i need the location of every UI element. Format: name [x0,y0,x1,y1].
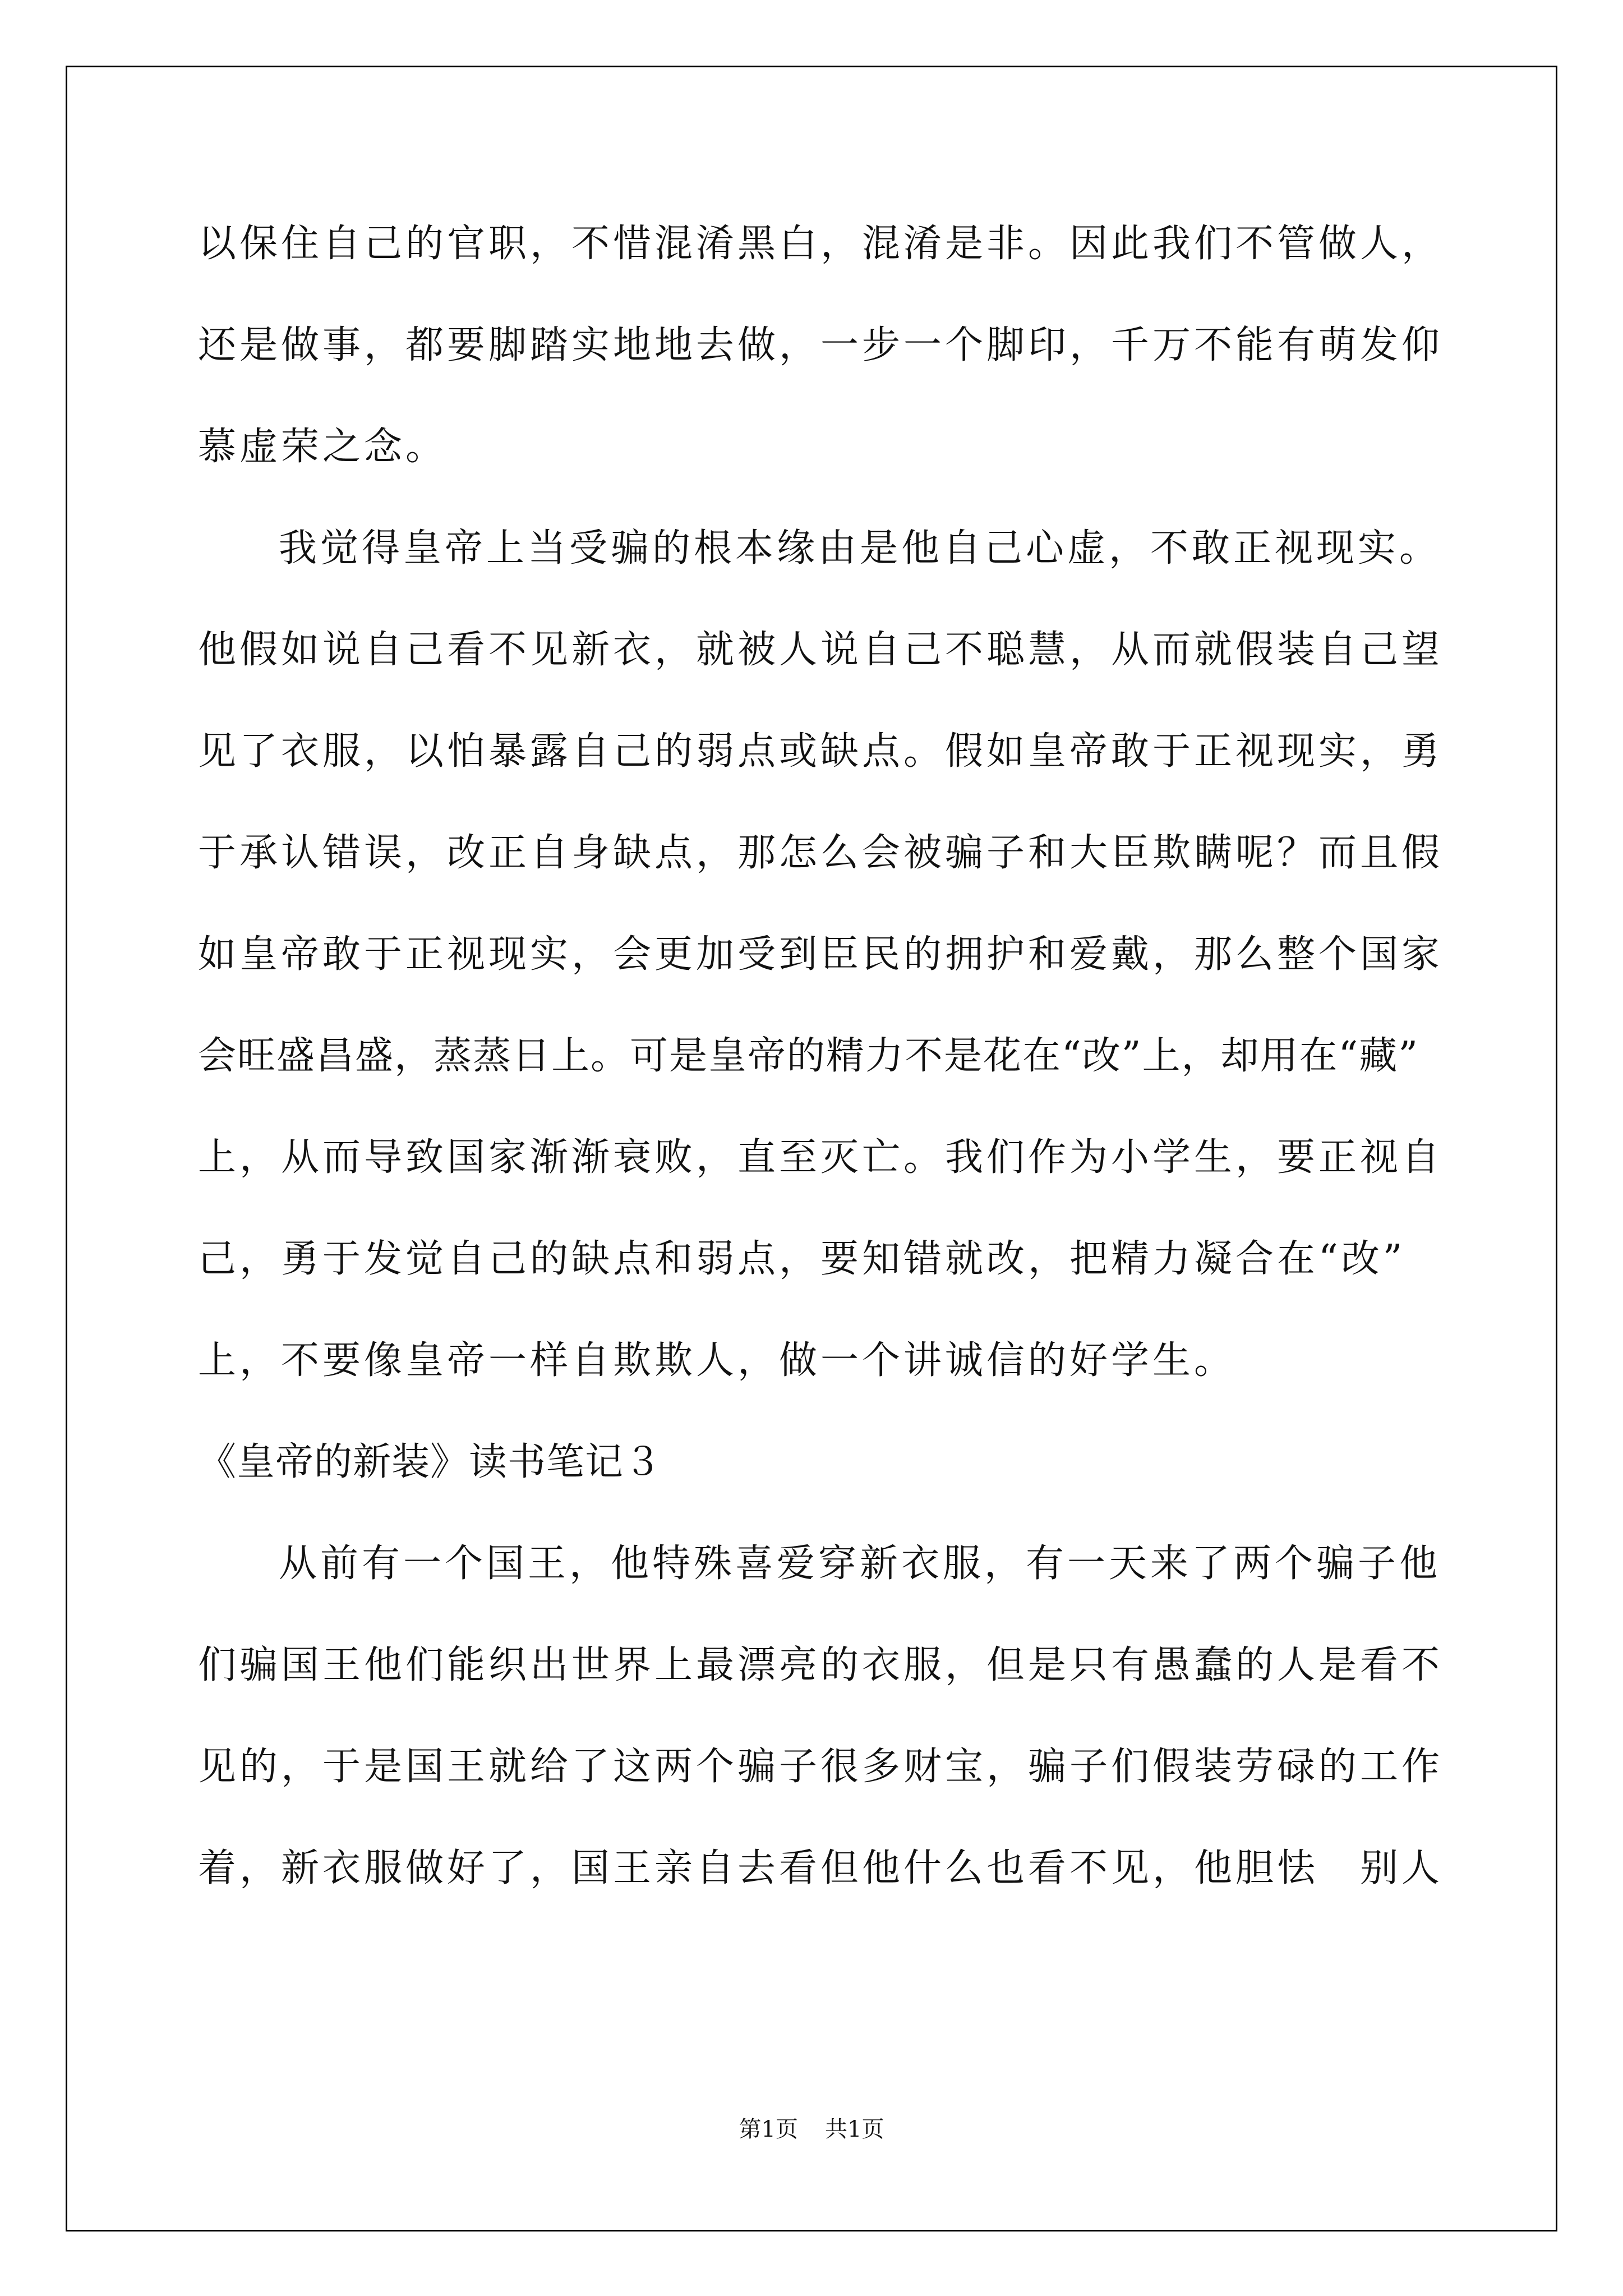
page-footer [0,2115,1623,2144]
page-number: 第1页 [739,2116,798,2142]
text-line: 于承认错误，改正自身缺点，那怎么会被骗子和大臣欺瞒呢？而且假 [198,831,1444,875]
text-line: 他假如说自己看不见新衣，就被人说自己不聪慧，从而就假装自己望 [198,628,1444,672]
page-total: 共1页 [825,2116,884,2142]
text-line: 如皇帝敢于正视现实，会更加受到臣民的拥护和爱戴，那么整个国家 [198,932,1444,977]
text-line: 见的，于是国王就给了这两个骗子很多财宝，骗子们假装劳碌的工作 [198,1745,1444,1789]
text-line: 着，新衣服做好了，国王亲自去看但他什么也看不见，他胆怯 别人 [198,1846,1444,1890]
text-line: 还是做事，都要脚踏实地地去做，一步一个脚印，千万不能有萌发仰 [198,323,1444,367]
document-body [198,216,1444,1942]
text-line: 上，从而导致国家渐渐衰败，直至灭亡。我们作为小学生，要正视自 [198,1135,1444,1180]
paragraph-start-line: 从前有一个国王，他特殊喜爱穿新衣服，有一天来了两个骗子他 [279,1542,1441,1586]
text-line: 慕虚荣之念。 [198,425,448,469]
text-line: 上，不要像皇帝一样自欺欺人，做一个讲诚信的好学生。 [198,1338,1236,1383]
text-line: 见了衣服，以怕暴露自己的弱点或缺点。假如皇帝敢于正视现实，勇 [198,729,1444,774]
section-heading: 《皇帝的新装》读书笔记３ [198,1440,663,1484]
paragraph-start-line: 我觉得皇帝上当受骗的根本缘由是他自己心虚，不敢正视现实。 [279,526,1441,570]
text-line: 会旺盛昌盛，蒸蒸日上。可是皇帝的精力不是花在“改”上，却用在“藏” [198,1034,1419,1078]
text-line: 们骗国王他们能织出世界上最漂亮的衣服，但是只有愚蠢的人是看不 [198,1643,1444,1687]
text-line: 己，勇于发觉自己的缺点和弱点，要知错就改，把精力凝合在“改” [198,1237,1406,1281]
text-line: 以保住自己的官职，不惜混淆黑白，混淆是非。因此我们不管做人， [198,222,1444,266]
